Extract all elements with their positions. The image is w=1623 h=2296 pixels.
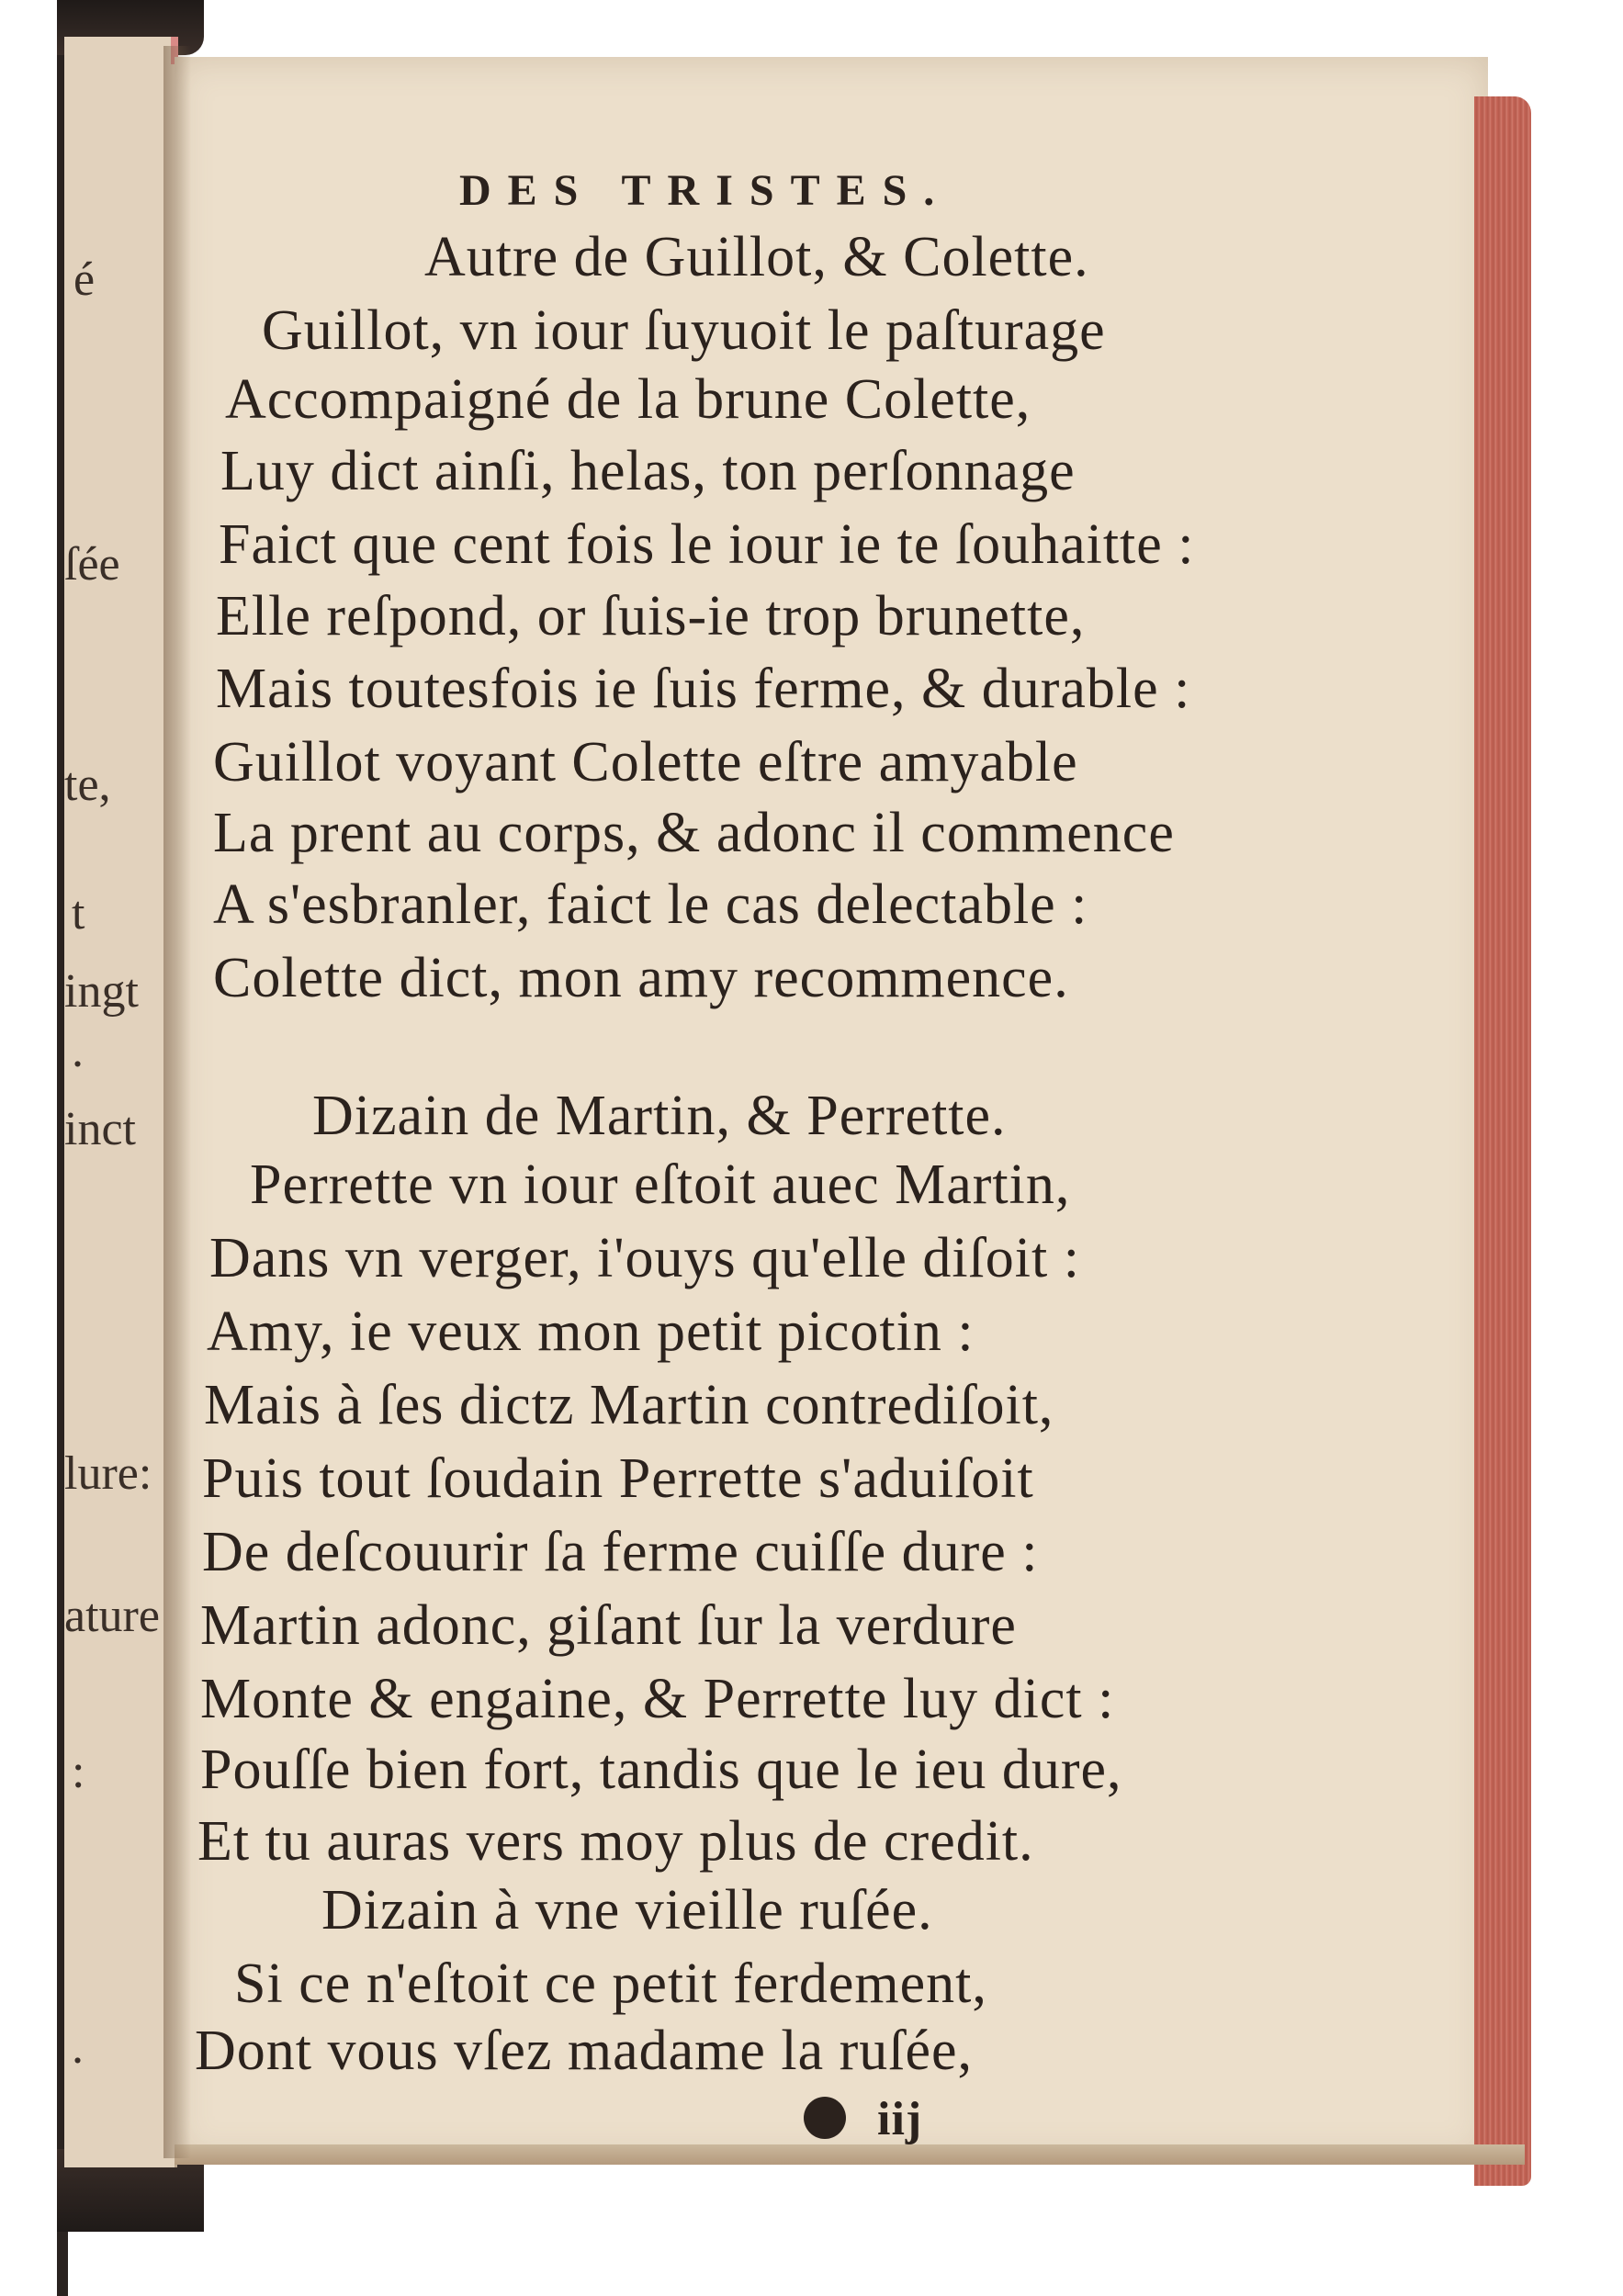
- verse-line: Colette dict, mon amy recommence.: [213, 947, 1069, 1009]
- page-bottom-edge: [175, 2144, 1525, 2165]
- verse-line: Dont vous vſez madame la ruſée,: [195, 2020, 974, 2082]
- verse-line: Martin adonc, giſant ſur la verdure: [200, 1594, 1017, 1657]
- poem-title: Dizain de Martin, & Perrette.: [312, 1085, 1007, 1147]
- page-edges: [1474, 96, 1531, 2186]
- verse-line: Perrette vn iour eſtoit auec Martin,: [250, 1154, 1071, 1216]
- verse-line: Guillot, vn iour ſuyuoit le paſturage: [262, 299, 1106, 362]
- fleuron-icon: [804, 2097, 846, 2139]
- facing-page-fragment: ſée: [64, 538, 120, 591]
- verse-line: Puis tout ſoudain Perrette s'aduiſoit: [202, 1447, 1034, 1510]
- facing-page-fragment: ingt: [64, 965, 139, 1018]
- facing-page-fragment: .: [72, 1025, 84, 1077]
- verse-line: Elle reſpond, or ſuis-ie trop brunette,: [216, 585, 1086, 647]
- verse-line: Monte & engaine, & Perrette luy dict :: [200, 1668, 1115, 1730]
- verse-line: Luy dict ainſi, helas, ton perſonnage: [220, 440, 1076, 502]
- verse-line: A s'esbranler, faict le cas delectable :: [213, 873, 1088, 936]
- facing-page-fragment: te,: [64, 759, 111, 811]
- facing-page-fragment: inct: [64, 1103, 136, 1155]
- facing-page-fragment: é: [73, 253, 96, 306]
- signature-mark: iij: [877, 2093, 923, 2145]
- running-head: DES TRISTES.: [459, 166, 952, 215]
- verse-line: Accompaigné de la brune Colette,: [225, 368, 1031, 431]
- poem-title: Dizain à vne vieille ruſée.: [321, 1879, 933, 1941]
- gutter-shadow: [163, 46, 191, 2158]
- verse-line: De deſcouurir ſa ferme cuiſſe dure :: [202, 1521, 1039, 1583]
- verse-line: Guillot voyant Colette eſtre amyable: [213, 731, 1078, 793]
- verse-line: Et tu auras vers moy plus de credit.: [197, 1810, 1034, 1873]
- facing-page-fragment: lure:: [64, 1447, 152, 1500]
- facing-page-fragment: t: [72, 887, 85, 940]
- verse-line: Mais à ſes dictz Martin contrediſoit,: [204, 1374, 1054, 1436]
- verse-line: Faict que cent fois le iour ie te ſouhaitte :: [219, 513, 1195, 576]
- poem-title: Autre de Guillot, & Colette.: [424, 226, 1089, 288]
- facing-page-fragment: ature: [64, 1590, 160, 1642]
- verse-line: Dans vn verger, i'ouys qu'elle diſoit :: [209, 1227, 1080, 1289]
- verse-line: Mais toutesfois ie ſuis ferme, & durable :: [216, 658, 1191, 720]
- verse-line: Pouſſe bien fort, tandis que le ieu dure,: [200, 1739, 1122, 1801]
- verse-line: Amy, ie veux mon petit picotin :: [207, 1300, 975, 1363]
- verse-line: Si ce n'eſtoit ce petit ferdement,: [234, 1953, 987, 2015]
- verse-line: La prent au corps, & adonc il commence: [213, 802, 1175, 864]
- facing-page-fragment: :: [72, 1746, 85, 1798]
- facing-page-fragment: .: [72, 2021, 84, 2074]
- facing-page: [64, 37, 177, 2167]
